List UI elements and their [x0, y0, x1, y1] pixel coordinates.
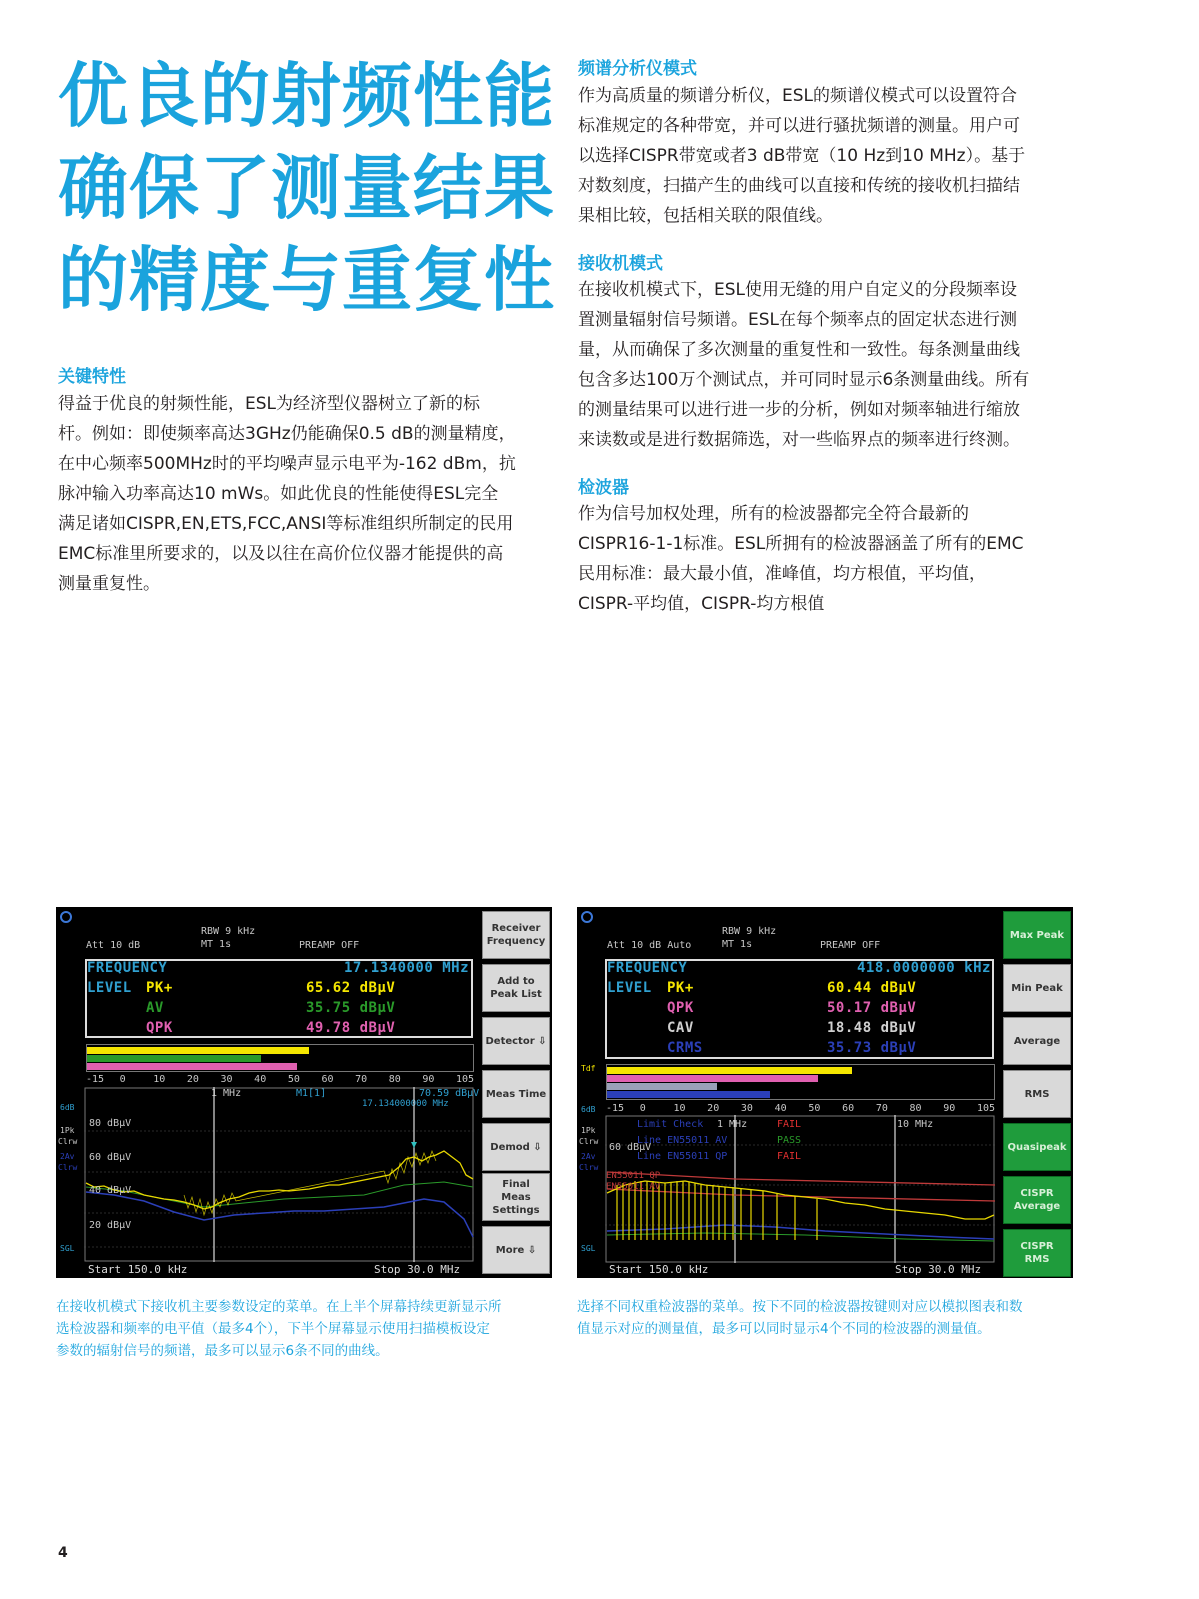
frequency-value: 418.0000000 kHz [857, 960, 991, 976]
start-freq: Start 150.0 kHz [88, 1263, 188, 1276]
marker-freq2: 17.134000000 MHz [362, 1099, 449, 1109]
y-label: 20 dBµV [89, 1220, 132, 1231]
side-label: 2Av [60, 1152, 75, 1161]
scale-tick-label: 50 [287, 1074, 300, 1085]
text-line: 量，从而确保了多次测量的重复性和一致性。每条测量曲线 [578, 340, 1020, 360]
scale-tick-label: 90 [422, 1074, 435, 1085]
detector-heading: 检波器 [578, 478, 629, 498]
limit-qp-status: FAIL [777, 1151, 802, 1162]
y-label: 60 dBµV [89, 1152, 132, 1163]
att-label: Att 10 dB Auto [607, 940, 692, 951]
value-cav: 18.48 dBµV [827, 1020, 917, 1036]
marker-triangle [411, 1142, 417, 1148]
bar-qpk [87, 1063, 297, 1070]
side-label: Tdf [581, 1064, 596, 1073]
side-label: SGL [581, 1244, 596, 1253]
rs-logo-icon [60, 911, 72, 923]
value-qpk: 49.78 dBµV [306, 1020, 396, 1036]
text-line: 果相比较，包括相关联的限值线。 [578, 206, 833, 226]
headline-line-2: 确保了测量结果 [58, 147, 555, 229]
caption-left [56, 1296, 552, 1362]
caption-line: 值显示对应的测量值，最多可以同时显示4个不同的检波器的测量值。 [577, 1321, 991, 1337]
text-line: 在接收机模式下，ESL使用无缝的用户自定义的分段频率设 [578, 280, 1018, 300]
scale-tick-label: 20 [186, 1074, 199, 1085]
side-label: Clrw [58, 1163, 78, 1172]
receiver-screen-2 [577, 907, 1073, 1278]
limit-qp-tag: EN55011 QP [606, 1171, 661, 1181]
value-av: 35.75 dBµV [306, 1000, 396, 1016]
stop-freq: Stop 30.0 MHz [374, 1263, 461, 1276]
text-line: 测量重复性。 [58, 574, 160, 594]
headline-line-1: 优良的射频性能 [58, 55, 555, 137]
detector-cav: CAV [667, 1020, 694, 1036]
limit-check-label: Limit Check [637, 1119, 704, 1130]
scale-tick-label: 70 [875, 1103, 888, 1114]
scale-tick-label: 80 [909, 1103, 922, 1114]
scale-tick-label: 40 [774, 1103, 787, 1114]
side-label: 6dB [581, 1105, 596, 1114]
text-line: 脉冲输入功率高达10 mWs。如此优良的性能使得ESL完全 [58, 484, 499, 504]
text-line: 作为信号加权处理，所有的检波器都完全符合最新的 [578, 504, 969, 524]
scale-tick-label: 90 [943, 1103, 956, 1114]
side-label: 6dB [60, 1103, 75, 1112]
caption-line: 选择不同权重检波器的菜单。按下不同的检波器按键则对应以模拟图表和数 [577, 1299, 1023, 1315]
side-label: Clrw [58, 1137, 78, 1146]
text-line: 以选择CISPR带宽或者3 dB带宽（10 Hz到10 MHz）。基于 [578, 146, 1026, 166]
text-line: 对数刻度，扫描产生的曲线可以直接和传统的接收机扫描结 [578, 176, 1020, 196]
level-scale [86, 1074, 474, 1086]
level-bars [606, 1064, 995, 1100]
caption-line: 参数的辐射信号的频谱，最多可以显示6条不同的曲线。 [56, 1343, 389, 1359]
rbw-label: RBW 9 kHz [722, 926, 777, 937]
caption-right [577, 1296, 1073, 1340]
text-line: 得益于优良的射频性能，ESL为经济型仪器树立了新的标 [58, 394, 481, 414]
marker-freq: 1 MHz [211, 1088, 242, 1099]
quasipeak-button[interactable]: Quasipeak [1003, 1123, 1071, 1171]
preamp-label: PREAMP OFF [299, 940, 360, 951]
att-label: Att 10 dB [86, 940, 141, 951]
freq-10mhz: 10 MHz [897, 1119, 934, 1130]
detector-pk: PK+ [146, 980, 173, 996]
text-line: 包含多达100万个测试点，并可同时显示6条测量曲线。所有 [578, 370, 1030, 390]
softkey-panel [1003, 907, 1073, 1278]
text-line: 置测量辐射信号频谱。ESL在每个频率点的固定状态进行测 [578, 310, 1018, 330]
marker-value: 70.59 dBµV [419, 1088, 480, 1099]
scale-tick-label: 30 [220, 1074, 233, 1085]
cispr-rms-button[interactable]: CISPR RMS [1003, 1229, 1071, 1277]
softkey-panel [482, 907, 552, 1278]
scale-tick-label: 20 [707, 1103, 720, 1114]
scale-tick-label: 10 [153, 1074, 166, 1085]
scale-tick-label: 50 [808, 1103, 821, 1114]
start-freq: Start 150.0 kHz [609, 1263, 709, 1276]
spectrum-graph [84, 1087, 474, 1262]
side-label: 2Av [581, 1152, 596, 1161]
headline-line-3: 的精度与重复性 [58, 239, 555, 321]
detector-qpk: QPK [667, 1000, 694, 1016]
frequency-label: FREQUENCY [87, 960, 168, 976]
text-line: 在中心频率500MHz时的平均噪声显示电平为-162 dBm，抗 [58, 454, 516, 474]
value-qpk: 50.17 dBµV [827, 1000, 917, 1016]
scale-tick-label: 30 [740, 1103, 753, 1114]
spectrum-mode-text [578, 81, 1072, 231]
side-label: 1Pk [60, 1126, 75, 1135]
detector-text [578, 499, 1072, 619]
scale-tick-label: 0 [639, 1103, 646, 1114]
scale-tick-label: 0 [119, 1074, 126, 1085]
meas-time-button[interactable]: Meas Time [482, 1070, 550, 1118]
frequency-label: FREQUENCY [607, 960, 688, 976]
key-features-text [58, 389, 552, 599]
value-pk: 60.44 dBµV [827, 980, 917, 996]
detector-pk: PK+ [667, 980, 694, 996]
caption-line: 在接收机模式下接收机主要参数设定的菜单。在上半个屏幕持续更新显示所 [56, 1299, 502, 1315]
add-to-peak-list-button[interactable]: Add to Peak List [482, 964, 550, 1012]
preamp-label: PREAMP OFF [820, 940, 881, 951]
scale-tick-label: -15 [606, 1103, 625, 1114]
text-line: 民用标准：最大最小值，准峰值，均方根值，平均值， [578, 564, 986, 584]
rbw-label: RBW 9 kHz [201, 926, 256, 937]
bar-av [87, 1055, 261, 1062]
scale-tick-label: 105 [977, 1103, 996, 1114]
detector-qpk: QPK [146, 1020, 173, 1036]
marker-label: M1[1] [296, 1088, 327, 1099]
y-label: 60 dBµV [609, 1142, 652, 1153]
frequency-value: 17.1340000 MHz [344, 960, 470, 976]
detector-av: AV [146, 1000, 164, 1016]
receiver-screen-1 [56, 907, 552, 1278]
receiver-mode-heading: 接收机模式 [578, 254, 663, 274]
rs-logo-icon [581, 911, 593, 923]
mt-label: MT 1s [201, 939, 232, 950]
spectrum-mode-heading: 频谱分析仪模式 [578, 59, 697, 79]
text-line: 来读数或是进行数据筛选，对一些临界点的频率进行终测。 [578, 430, 1020, 450]
scale-tick-label: 10 [673, 1103, 686, 1114]
rms-button[interactable]: RMS [1003, 1070, 1071, 1118]
bar-pk [87, 1047, 309, 1054]
level-scale [606, 1103, 995, 1115]
side-label: 1Pk [581, 1126, 596, 1135]
limit-qp-label: Line EN55011 QP [637, 1151, 728, 1162]
side-label: Clrw [579, 1163, 599, 1172]
bar-cav [607, 1083, 717, 1090]
freq-1mhz: 1 MHz [717, 1119, 748, 1130]
scale-tick-label: 40 [254, 1074, 267, 1085]
text-line: CISPR-平均值，CISPR-均方根值 [578, 594, 825, 614]
scale-tick-label: 70 [355, 1074, 368, 1085]
text-line: EMC标准里所要求的，以及以往在高价位仪器才能提供的高 [58, 544, 504, 564]
mt-label: MT 1s [722, 939, 753, 950]
level-label: LEVEL [87, 980, 132, 996]
side-label: SGL [60, 1244, 75, 1253]
scale-tick-label: 105 [456, 1074, 475, 1085]
level-label: LEVEL [607, 980, 652, 996]
detector-button[interactable]: Detector ⇩ [482, 1017, 550, 1065]
scale-tick-label: 60 [321, 1074, 334, 1085]
limit-av-label: Line EN55011 AV [637, 1135, 728, 1146]
bar-qpk [607, 1075, 818, 1082]
y-label: 40 dBµV [89, 1185, 132, 1196]
level-bars [86, 1044, 474, 1072]
scale-tick-label: 80 [388, 1074, 401, 1085]
demod-button[interactable]: Demod ⇩ [482, 1123, 550, 1171]
text-line: 杆。例如：即使频率高达3GHz仍能确保0.5 dB的测量精度， [58, 424, 516, 444]
value-crms: 35.73 dBµV [827, 1040, 917, 1056]
limit-av-tag: EN55011 AV [606, 1182, 661, 1192]
bar-crms [607, 1091, 770, 1098]
max-peak-button[interactable]: Max Peak [1003, 911, 1071, 959]
cispr-average-button[interactable]: CISPR Average [1003, 1176, 1071, 1224]
text-line: 标准规定的各种带宽，并可以进行骚扰频谱的测量。用户可 [578, 116, 1020, 136]
limit-check-status: FAIL [777, 1119, 802, 1130]
more-button[interactable]: More ⇩ [482, 1226, 550, 1274]
scale-tick-label: 60 [842, 1103, 855, 1114]
bar-pk [607, 1067, 852, 1074]
text-line: 满足诸如CISPR,EN,ETS,FCC,ANSI等标准组织所制定的民用 [58, 514, 514, 534]
key-features-heading: 关键特性 [58, 367, 126, 387]
text-line: CISPR16-1-1标准。ESL所拥有的检波器涵盖了所有的EMC [578, 534, 1024, 554]
receiver-frequency-button[interactable]: Receiver Frequency [482, 911, 550, 959]
text-line: 作为高质量的频谱分析仪，ESL的频谱仪模式可以设置符合 [578, 86, 1018, 106]
min-peak-button[interactable]: Min Peak [1003, 964, 1071, 1012]
average-button[interactable]: Average [1003, 1017, 1071, 1065]
text-line: 的测量结果可以进行进一步的分析，例如对频率轴进行缩放 [578, 400, 1020, 420]
receiver-mode-text [578, 275, 1072, 455]
detector-crms: CRMS [667, 1040, 703, 1056]
caption-line: 选检波器和频率的电平值（最多4个），下半个屏幕显示使用扫描模板设定 [56, 1321, 490, 1337]
limit-av-status: PASS [777, 1135, 802, 1146]
scale-tick-label: -15 [86, 1074, 105, 1085]
y-label: 80 dBµV [89, 1118, 132, 1129]
stop-freq: Stop 30.0 MHz [895, 1263, 982, 1276]
page-number: 4 [58, 1545, 68, 1561]
final-meas-settings-button[interactable]: Final Meas Settings [482, 1173, 550, 1221]
headline [58, 50, 555, 326]
side-label: Clrw [579, 1137, 599, 1146]
value-pk: 65.62 dBµV [306, 980, 396, 996]
